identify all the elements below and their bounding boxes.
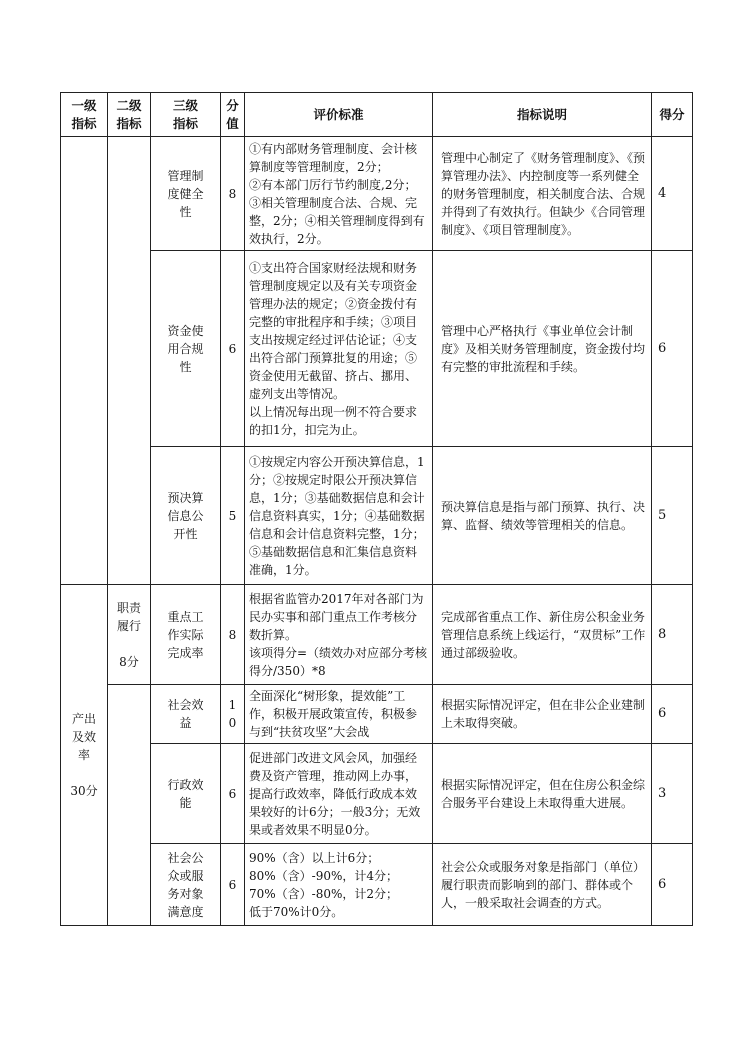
- score-cell: 6: [652, 685, 693, 744]
- score-cell: 6: [652, 844, 693, 926]
- level2-cell-empty: [108, 685, 151, 926]
- level2-cell-empty: [108, 137, 151, 585]
- evaluation-table-page: [60, 92, 692, 926]
- table-row: [61, 137, 693, 251]
- points-cell: 6: [221, 251, 245, 447]
- explanation-cell: 完成部省重点工作、新住房公积金业务管理信息系统上线运行，“双贯标”工作通过部级验收。: [433, 585, 652, 685]
- score-cell: 6: [652, 251, 693, 447]
- score-cell: 8: [652, 585, 693, 685]
- level3-cell: 重点工 作实际 完成率: [151, 585, 221, 685]
- explanation-cell: 根据实际情况评定，但在非公企业建制上未取得突破。: [433, 685, 652, 744]
- score-cell: 3: [652, 744, 693, 844]
- explanation-cell: 社会公众或服务对象是指部门（单位）履行职责而影响到的部门、群体或个人，一般采取社会调查的方式。: [433, 844, 652, 926]
- table-row: [61, 251, 693, 447]
- level3-cell: 社会效 益: [151, 685, 221, 744]
- score-cell: 5: [652, 447, 693, 585]
- table-header-row: [61, 93, 693, 137]
- header-points: 分 值: [221, 93, 245, 137]
- level3-cell: 预决算 信息公 开性: [151, 447, 221, 585]
- criteria-cell: 根据省监管办2017年对各部门为民办实事和部门重点工作考核分数折算。 该项得分=（绩效办对应部分考核得分/350）*8: [245, 585, 433, 685]
- points-cell: 6: [221, 844, 245, 926]
- header-score: 得分: [652, 93, 693, 137]
- table-row: [61, 585, 693, 685]
- criteria-cell: 90%（含）以上计6分； 80%（含）-90%，计4分； 70%（含）-80%，计2分； 低于70%计0分。: [245, 844, 433, 926]
- criteria-cell: 促进部门改进文风会风，加强经费及资产管理，推动网上办事，提高行政效率，降低行政成本效果较好的计6分；一般3分；无效果或者效果不明显0分。: [245, 744, 433, 844]
- score-cell: 4: [652, 137, 693, 251]
- points-cell: 8: [221, 585, 245, 685]
- explanation-cell: 根据实际情况评定，但在住房公积金综合服务平台建设上未取得重大进展。: [433, 744, 652, 844]
- header-explanation: 指标说明: [433, 93, 652, 137]
- level3-cell: 行政效 能: [151, 744, 221, 844]
- level3-cell: 资金使 用合规 性: [151, 251, 221, 447]
- table-row: [61, 685, 693, 744]
- header-criteria: 评价标准: [245, 93, 433, 137]
- points-cell: 8: [221, 137, 245, 251]
- criteria-cell: 全面深化“树形象，提效能”工作，积极开展政策宣传，积极参与到“扶贫攻坚”大会战: [245, 685, 433, 744]
- header-level3: 三级 指标: [151, 93, 221, 137]
- points-cell: 5: [221, 447, 245, 585]
- explanation-cell: 管理中心制定了《财务管理制度》、《预算管理办法》、内控制度等一系列健全的财务管理制度，相关制度合法、合规并得到了有效执行。但缺少《合同管理制度》、《项目管理制度》。: [433, 137, 652, 251]
- level3-cell: 管理制 度健全 性: [151, 137, 221, 251]
- table-row: [61, 744, 693, 844]
- criteria-cell: ①有内部财务管理制度、会计核算制度等管理制度，2分； ②有本部门厉行节约制度,2分； ③相关管理制度合法、合规、完整，2分；④相关管理制度得到有效执行，2分。: [245, 137, 433, 251]
- criteria-cell: ①支出符合国家财经法规和财务管理制度规定以及有关专项资金管理办法的规定；②资金拨付有完整的审批程序和手续；③项目支出按规定经过评估论证；④支出符合部门预算批复的用途；⑤资金使用无截留、挤占、挪用、虚列支出等情况。 以上情况每出现一例不符合要求的扣1分，扣完为止。: [245, 251, 433, 447]
- header-level1: 一级 指标: [61, 93, 108, 137]
- table-row: [61, 447, 693, 585]
- evaluation-table: [60, 92, 693, 926]
- table-row: [61, 844, 693, 926]
- explanation-cell: 管理中心严格执行《事业单位会计制度》及相关财务管理制度，资金拨付均有完整的审批流程和手续。: [433, 251, 652, 447]
- level3-cell: 社会公 众或服 务对象 满意度: [151, 844, 221, 926]
- level2-duty-performance: 职责 履行 8分: [108, 585, 151, 685]
- points-cell: 6: [221, 744, 245, 844]
- explanation-cell: 预决算信息是指与部门预算、执行、决算、监督、绩效等管理相关的信息。: [433, 447, 652, 585]
- level1-output-efficiency: 产出 及效 率 30分: [61, 585, 108, 926]
- points-cell: 10: [221, 685, 245, 744]
- criteria-cell: ①按规定内容公开预决算信息，1分；②按规定时限公开预决算信息，1分；③基础数据信息和会计信息资料真实，1分；④基础数据信息和会计信息资料完整，1分；⑤基础数据信息和汇集信息资料准确，1分。: [245, 447, 433, 585]
- header-level2: 二级 指标: [108, 93, 151, 137]
- level1-cell-empty: [61, 137, 108, 585]
